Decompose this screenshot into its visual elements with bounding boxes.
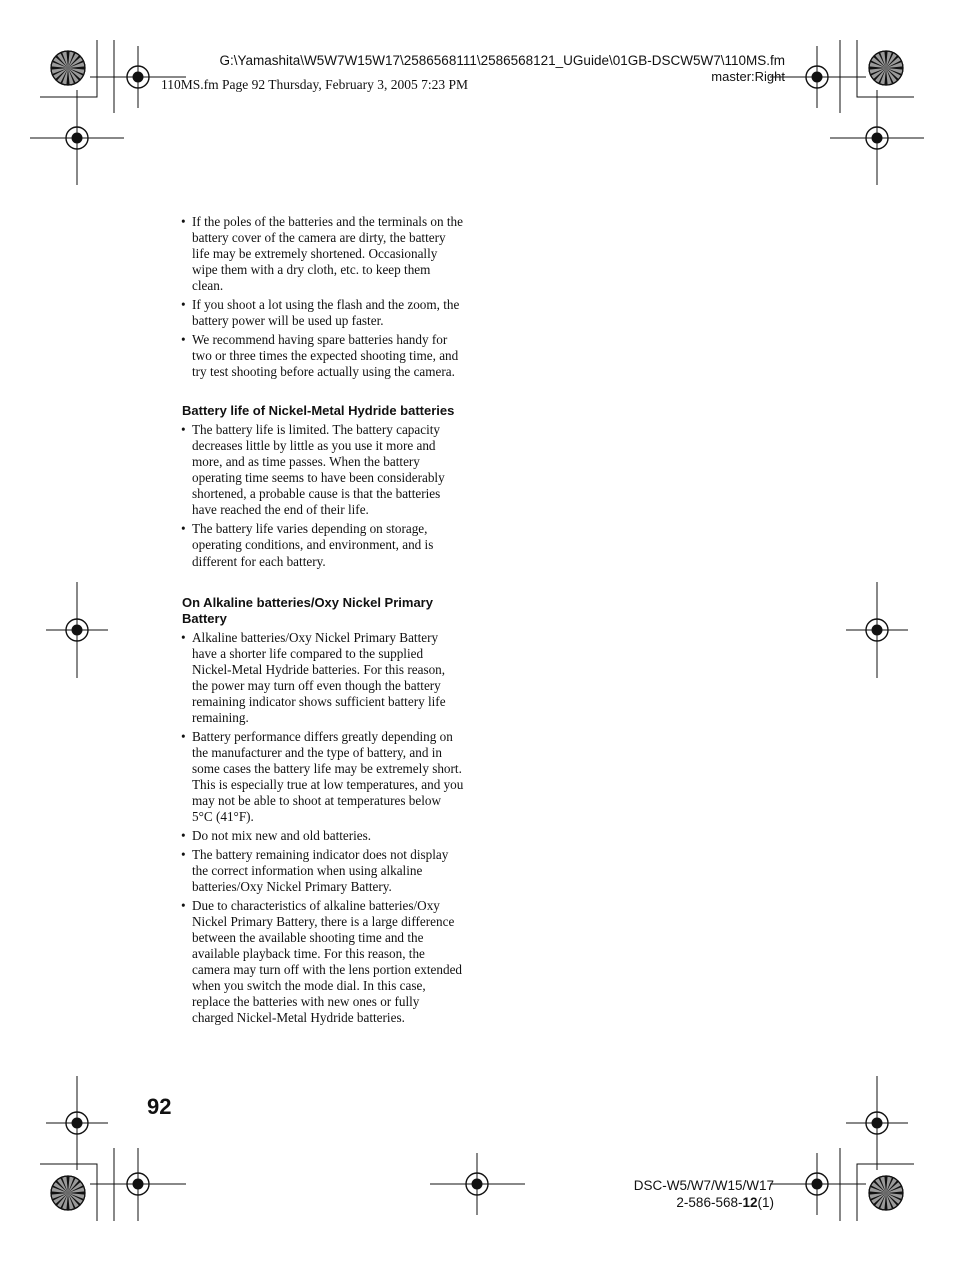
list-item: • Due to characteristics of alkaline batteries/Oxy Nickel Primary Battery, there is a large difference between the available shooting time and the available playback time. For this reason, the camera may turn off with the lens portion extended when you switch the mode dial. In this case, replace the batteries with new ones or fully charged Nickel-Metal Hydride batteries. bbox=[180, 898, 464, 1026]
list-item: • The battery life is limited. The battery capacity decreases little by little as you use it more and more, and as time passes. When the battery operating time seems to have been considerably shortened, a probable cause is that the batteries have reached the end of their life. bbox=[180, 422, 464, 518]
list-item: • The battery life varies depending on storage, operating conditions, and environment, and is different for each battery. bbox=[180, 521, 464, 569]
list-item: • The battery remaining indicator does not display the correct information when using alkaline batteries/Oxy Nickel Primary Battery. bbox=[180, 847, 464, 895]
header-file-path: G:\Yamashita\W5W7W15W17\2586568111\2586568121_UGuide\01GB-DSCW5W7\110MS.fm bbox=[219, 53, 785, 68]
model-name: DSC-W5/W7/W15/W17 bbox=[633, 1178, 774, 1193]
header-file-stamp: 110MS.fm Page 92 Thursday, February 3, 2005 7:23 PM bbox=[161, 77, 468, 92]
main-text-column bbox=[180, 214, 464, 1029]
section-heading: Battery life of Nickel-Metal Hydride batteries bbox=[182, 403, 455, 419]
intro-bullet-list bbox=[180, 214, 464, 380]
section-alkaline bbox=[180, 595, 464, 1027]
list-item: • If you shoot a lot using the flash and the zoom, the battery power will be used up faster. bbox=[180, 297, 464, 329]
list-item: • We recommend having spare batteries handy for two or three times the expected shooting time, and try test shooting before actually using the camera. bbox=[180, 332, 464, 380]
list-item: • Alkaline batteries/Oxy Nickel Primary Battery have a shorter life compared to the supplied Nickel-Metal Hydride batteries. For this reason, the power may turn off even though the battery remaining indicator shows sufficient battery life remaining. bbox=[180, 630, 464, 726]
part-suffix: (1) bbox=[757, 1194, 774, 1210]
nimh-bullet-list bbox=[180, 422, 464, 569]
part-bold: 12 bbox=[742, 1194, 758, 1210]
section-nimh bbox=[180, 403, 464, 569]
section-heading: On Alkaline batteries/Oxy Nickel Primary Battery bbox=[182, 594, 433, 626]
alkaline-bullet-list bbox=[180, 630, 464, 1027]
page-number: 92 bbox=[147, 1094, 172, 1119]
part-prefix: 2-586-568- bbox=[676, 1194, 743, 1210]
list-item: • Do not mix new and old batteries. bbox=[180, 828, 464, 844]
model-info bbox=[634, 1178, 774, 1211]
part-number bbox=[634, 1195, 774, 1212]
header-master-page: master:Right bbox=[711, 69, 785, 84]
list-item: • If the poles of the batteries and the terminals on the battery cover of the camera are dirty, the battery life may be extremely shortened. Occasionally wipe them with a dry cloth, etc. to keep them clean. bbox=[180, 214, 464, 294]
list-item: • Battery performance differs greatly depending on the manufacturer and the type of battery, and in some cases the battery life may be extremely short. This is especially true at low temperatures, and you may not be able to shoot at temperatures below 5°C (41°F). bbox=[180, 729, 464, 825]
